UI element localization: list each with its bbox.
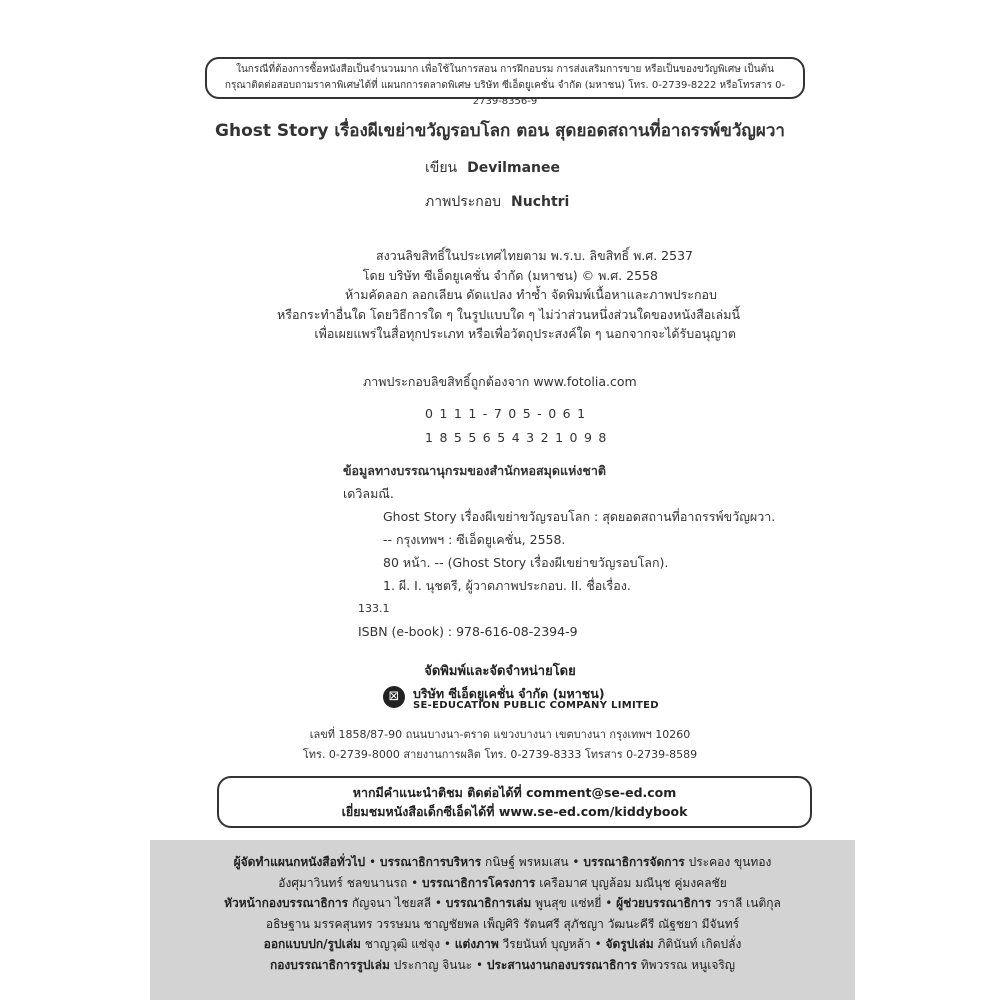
staff-row (150, 914, 855, 935)
illustrator-name: Nuchtri (511, 194, 570, 210)
separator: • (443, 937, 455, 951)
author-label: เขียน (425, 160, 458, 176)
book-title: Ghost Story เรื่องผีเขย่าขวัญรอบโลก ตอน สุดยอดสถานที่อาถรรพ์ขวัญผวา (215, 121, 785, 141)
publisher-phones: โทร. 0-2739-8000 สายงานการผลิต โทร. 0-2739-8333 โทรสาร 0-2739-8589 (302, 748, 698, 761)
cip-heading: ข้อมูลทางบรรณานุกรมของสำนักหอสมุดแห่งชาติ (343, 463, 607, 478)
staff-credits-panel (150, 840, 855, 1000)
separator: • (475, 957, 487, 972)
publisher-heading: จัดพิมพ์และจัดจำหน่ายโดย (424, 664, 576, 679)
staff-name: อังศุมาวินทร์ ชลขนานรถ (278, 875, 412, 890)
copyright-line: หรือกระทำอื่นใด โดยวิธีการใด ๆ ในรูปแบบใด ๆ ไม่ว่าส่วนหนึ่งส่วนใดของหนังสือเล่มนี้ (276, 306, 740, 322)
staff-row (150, 934, 855, 955)
separator: • (594, 937, 606, 951)
author-credit (425, 157, 560, 179)
copyright-notice (150, 246, 740, 344)
cip-isbn: ISBN (e-book) : 978-616-08-2394-9 (358, 624, 578, 639)
staff-role: บรรณาธิการบริหาร (379, 855, 482, 869)
copyright-line: สงวนลิขสิทธิ์ในประเทศไทยตาม พ.ร.บ. ลิขสิทธิ์ พ.ศ. 2537 (375, 248, 693, 263)
staff-name: วราลี เนติกุล (711, 896, 781, 910)
staff-role: หัวหน้ากองบรรณาธิการ (224, 896, 349, 910)
cip-imprint: -- กรุงเทพฯ : ซีเอ็ดยูเคชั่น, 2558. (383, 532, 566, 547)
staff-role: ประสานงานกองบรรณาธิการ (486, 957, 637, 972)
staff-role: ผู้จัดทำแผนกหนังสือทั่วไป (233, 855, 366, 869)
notice-line-1: ในกรณีที่ต้องการซื้อหนังสือเป็นจำนวนมาก เพื่อใช้ในการสอน การฝึกอบรม การส่งเสริมการขาย หรือเป็นของขวัญพิเศษ เป็นต้น (236, 64, 774, 75)
bulk-order-notice-box (205, 57, 805, 107)
feedback-contact: หากมีคำแนะนำติชม ติดต่อได้ที่ comment@se-ed.com (352, 785, 677, 800)
copyright-line: โดย บริษัท ซีเอ็ดยูเคชั่น จำกัด (มหาชน) © พ.ศ. 2558 (362, 267, 658, 283)
staff-name: เครือมาศ บุญล้อม มณีนุช คู่มงคลชัย (535, 875, 727, 890)
staff-name: วีรยนันท์ บุญหล้า (498, 937, 595, 951)
staff-name: อธิษฐาน มรรคสุนทร วรรษมน ชาญชัยพล เพ็ญศิริ รัตนศรี สุภัชญา วัฒนะคีรี ณัฐชยา มีจันทร์ (265, 916, 740, 931)
staff-name: ภิตินันท์ เกิดปลั่ง (653, 937, 742, 951)
cip-subjects: 1. ผี. I. นุชตรี, ผู้วาดภาพประกอบ. II. ชื่อเรื่อง. (383, 578, 631, 593)
copyright-line: เพื่อเผยแพร่ในสื่อทุกประเภท หรือเพื่อวัตถุประสงค์ใด ๆ นอกจากจะได้รับอนุญาต (314, 326, 736, 341)
staff-name: ประคอง ขุนทอง (684, 855, 772, 869)
product-code: 0111-705-061 (425, 406, 592, 421)
website-link: เยี่ยมชมหนังสือเด็กซีเอ็ดได้ที่ www.se-ed.com/kiddybook (341, 804, 688, 819)
staff-name: ชาญวุฒิ แซ่จุง (360, 937, 444, 951)
staff-role: แต่งภาพ (454, 937, 499, 951)
publisher-name-en: SE-EDUCATION PUBLIC COMPANY LIMITED (413, 700, 659, 711)
cip-title: Ghost Story เรื่องผีเขย่าขวัญรอบโลก : สุดยอดสถานที่อาถรรพ์ขวัญผวา. (383, 509, 776, 524)
separator: • (572, 855, 584, 869)
staff-role: ผู้ช่วยบรรณาธิการ (616, 896, 712, 910)
staff-role: จัดรูปเล่ม (605, 937, 654, 951)
cip-classification: 133.1 (358, 602, 390, 615)
image-credit: ภาพประกอบลิขสิทธิ์ถูกต้องจาก www.fotolia.com (363, 374, 637, 389)
cip-pages: 80 หน้า. -- (Ghost Story เรื่องผีเขย่าขวัญรอบโลก). (383, 555, 669, 570)
contact-box (217, 776, 812, 828)
staff-role: บรรณาธิการจัดการ (583, 855, 685, 869)
publisher-logo-icon: ⊠ (383, 686, 405, 708)
staff-name: ทิพวรรณ หนูเจริญ (636, 957, 736, 972)
separator: • (605, 896, 617, 910)
publisher-name-th: บริษัท ซีเอ็ดยูเคชั่น จำกัด (มหาชน) (413, 686, 605, 701)
staff-row (150, 955, 855, 976)
staff-role: บรรณาธิการเล่ม (445, 896, 532, 910)
publisher-address: เลขที่ 1858/87-90 ถนนบางนา-ตราด แขวงบางนา เขตบางนา กรุงเทพฯ 10260 (309, 728, 691, 741)
staff-role: บรรณาธิการโครงการ (421, 875, 536, 890)
staff-name: ประกาญ จินนะ (389, 957, 476, 972)
staff-name: กัญจนา ไชยสลี (348, 896, 435, 910)
staff-name: พูนสุข แซ่หยี่ (531, 896, 606, 910)
separator: • (434, 896, 446, 910)
staff-row (150, 873, 855, 894)
copyright-line: ห้ามคัดลอก ลอกเลียน ดัดแปลง ทำซ้ำ จัดพิมพ์เนื้อหาและภาพประกอบ (345, 287, 717, 302)
staff-role: กองบรรณาธิการรูปเล่ม (269, 957, 390, 972)
staff-row (150, 893, 855, 914)
separator: • (365, 855, 380, 869)
staff-row (150, 852, 855, 873)
barcode-number: 1855654321098 (425, 430, 613, 445)
cip-block (343, 459, 775, 643)
separator: • (411, 875, 422, 890)
cip-author: เดวิลมณี. (343, 486, 394, 501)
staff-role: ออกแบบปก/รูปเล่ม (263, 937, 361, 951)
notice-line-2: กรุณาติดต่อสอบถามราคาพิเศษได้ที่ แผนกการตลาดพิเศษ บริษัท ซีเอ็ดยูเคชั่น จำกัด (มหาชน) โทร. 0-2739-8222 หรือโทรสาร 0-2739-8356-9 (224, 80, 786, 107)
illustrator-label: ภาพประกอบ (425, 194, 502, 210)
author-name: Devilmanee (467, 160, 560, 176)
staff-name: กนิษฐ์ พรหมเสน (481, 855, 573, 869)
illustrator-credit (425, 191, 569, 213)
